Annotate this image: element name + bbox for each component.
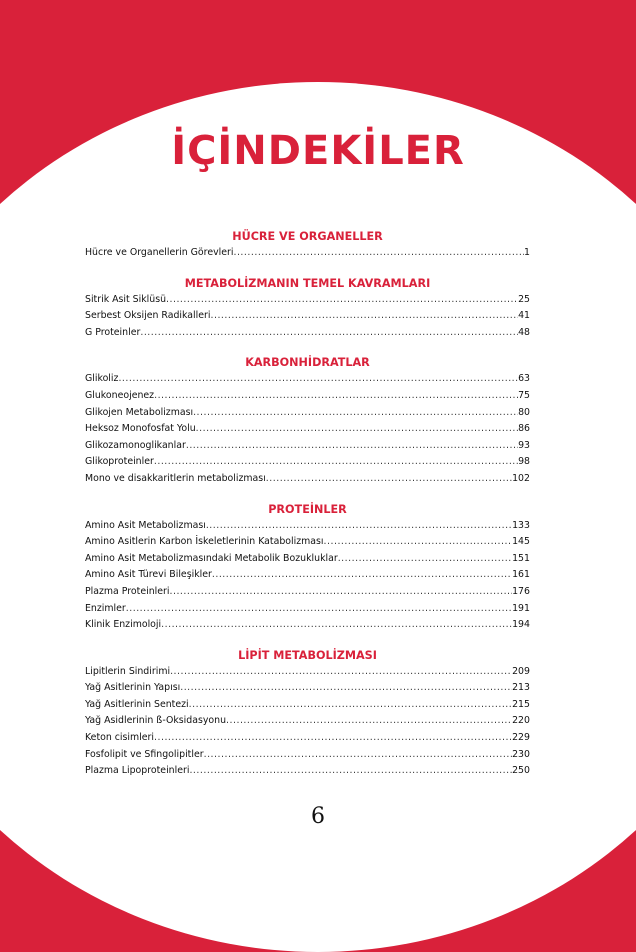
entry-label: G Proteinler	[85, 326, 141, 338]
toc-entry[interactable]	[85, 617, 530, 634]
entry-page: 250	[512, 765, 530, 777]
leader-dots	[118, 371, 518, 388]
toc-section-karbonhidratlar	[85, 354, 530, 487]
toc-entry[interactable]	[85, 747, 530, 764]
entry-label: Amino Asit Metabolizması	[85, 519, 206, 531]
entry-page: 151	[512, 552, 530, 564]
entry-page: 80	[518, 406, 530, 418]
leader-dots	[233, 245, 524, 262]
leader-dots	[126, 601, 512, 618]
leader-dots	[166, 292, 518, 309]
entry-page: 229	[512, 732, 530, 744]
leader-dots	[206, 518, 512, 535]
toc-entry[interactable]	[85, 371, 530, 388]
entry-label: Glikoproteinler	[85, 456, 154, 468]
toc-entry[interactable]	[85, 454, 530, 471]
entry-label: Yağ Asitlerinin Yapısı	[85, 682, 181, 694]
leader-dots	[189, 697, 512, 714]
toc-entry[interactable]	[85, 534, 530, 551]
toc-entry[interactable]	[85, 421, 530, 438]
section-heading: HÜCRE VE ORGANELLER	[232, 230, 383, 243]
toc-section-lipit	[85, 647, 530, 780]
entry-label: Glikoliz	[85, 373, 119, 385]
toc-entry[interactable]	[85, 680, 530, 697]
leader-dots	[154, 454, 518, 471]
entry-label: Keton cisimleri	[85, 732, 154, 744]
entry-page: 220	[512, 715, 530, 727]
toc-entry[interactable]	[85, 388, 530, 405]
entry-label: Mono ve disakkaritlerin metabolizması	[85, 472, 266, 484]
entry-page: 25	[518, 293, 530, 305]
entry-page: 75	[518, 389, 530, 401]
entry-label: Amino Asit Metabolizmasındaki Metabolik Bozukluklar	[85, 552, 338, 564]
toc-entry[interactable]	[85, 518, 530, 535]
entry-label: Enzimler	[85, 602, 126, 614]
section-heading: METABOLİZMANIN TEMEL KAVRAMLARI	[184, 276, 431, 290]
entry-label: Hücre ve Organellerin Görevleri	[85, 247, 234, 258]
toc-entry[interactable]	[85, 325, 530, 342]
entry-page: 213	[512, 682, 530, 694]
leader-dots	[170, 664, 512, 681]
toc-entry[interactable]	[85, 438, 530, 455]
leader-dots	[193, 405, 518, 422]
entry-label: Glukoneojenez	[85, 389, 155, 401]
leader-dots	[212, 567, 512, 584]
entry-label: Yağ Asidlerinin ß-Oksidasyonu	[85, 715, 227, 727]
toc-section-metabolizma	[85, 275, 530, 342]
leader-dots	[161, 617, 512, 634]
entry-label: Yağ Asitlerinin Sentezi	[85, 698, 189, 710]
page-title: İÇİNDEKİLER	[171, 128, 465, 174]
entry-page: 93	[518, 439, 530, 451]
leader-dots	[169, 584, 512, 601]
entry-page: 145	[512, 536, 530, 548]
toc-entry[interactable]	[85, 308, 530, 325]
toc-section-hucre	[85, 228, 530, 262]
leader-dots	[324, 534, 513, 551]
toc-entry[interactable]	[85, 471, 530, 488]
toc-entry[interactable]	[85, 584, 530, 601]
entry-page: 194	[512, 619, 530, 631]
leader-dots	[266, 471, 512, 488]
entry-page: 215	[512, 698, 530, 710]
entry-label: Glikozamonoglikanlar	[85, 439, 186, 451]
entry-label: Sitrik Asit Siklüsü	[85, 293, 167, 305]
leader-dots	[154, 388, 518, 405]
entry-label: Amino Asit Türevi Bileşikler	[85, 569, 212, 581]
entry-label: Serbest Oksijen Radikalleri	[85, 310, 211, 322]
entry-label: Amino Asitlerin Karbon İskeletlerinin Katabolizması	[85, 536, 324, 548]
toc-entry[interactable]	[85, 763, 530, 780]
leader-dots	[204, 747, 513, 764]
leader-dots	[210, 308, 518, 325]
entry-page: 209	[512, 665, 530, 677]
entry-label: Fosfolipit ve Sfingolipitler	[85, 748, 204, 760]
toc-entry[interactable]	[85, 551, 530, 568]
section-heading: PROTEİNLER	[268, 502, 347, 516]
section-heading: LİPİT METABOLİZMASI	[238, 648, 377, 662]
page-number: 6	[311, 804, 325, 829]
entry-label: Lipitlerin Sindirimi	[85, 665, 171, 677]
entry-label: Klinik Enzimoloji	[85, 619, 162, 631]
toc-entry[interactable]	[85, 730, 530, 747]
entry-page: 86	[518, 423, 530, 435]
table-of-contents	[85, 228, 530, 780]
entry-page: 48	[518, 326, 530, 338]
leader-dots	[196, 421, 518, 438]
leader-dots	[140, 325, 518, 342]
toc-entry[interactable]	[85, 664, 530, 681]
entry-label: Heksoz Monofosfat Yolu	[85, 423, 196, 435]
entry-page: 161	[512, 569, 530, 581]
leader-dots	[189, 763, 512, 780]
entry-label: Glikojen Metabolizması	[85, 406, 194, 418]
leader-dots	[186, 438, 518, 455]
entry-page: 230	[512, 748, 530, 760]
leader-dots	[154, 730, 512, 747]
toc-entry[interactable]	[85, 601, 530, 618]
entry-page: 1	[524, 247, 530, 258]
entry-label: Plazma Proteinleri	[85, 585, 170, 597]
leader-dots	[338, 551, 512, 568]
entry-page: 191	[512, 602, 530, 614]
entry-page: 98	[518, 456, 530, 468]
toc-entry[interactable]	[85, 567, 530, 584]
leader-dots	[226, 713, 512, 730]
entry-page: 63	[518, 373, 530, 385]
toc-entry[interactable]	[85, 405, 530, 422]
leader-dots	[180, 680, 512, 697]
toc-entry[interactable]	[85, 713, 530, 730]
entry-label: Plazma Lipoproteinleri	[85, 765, 190, 777]
entry-page: 41	[518, 310, 530, 322]
toc-entry[interactable]	[85, 697, 530, 714]
entry-page: 102	[512, 472, 530, 484]
entry-page: 176	[512, 585, 530, 597]
section-heading: KARBONHİDRATLAR	[245, 356, 370, 370]
toc-entry[interactable]	[85, 245, 530, 262]
toc-section-proteinler	[85, 501, 530, 634]
entry-page: 133	[512, 519, 530, 531]
toc-entry[interactable]	[85, 292, 530, 309]
